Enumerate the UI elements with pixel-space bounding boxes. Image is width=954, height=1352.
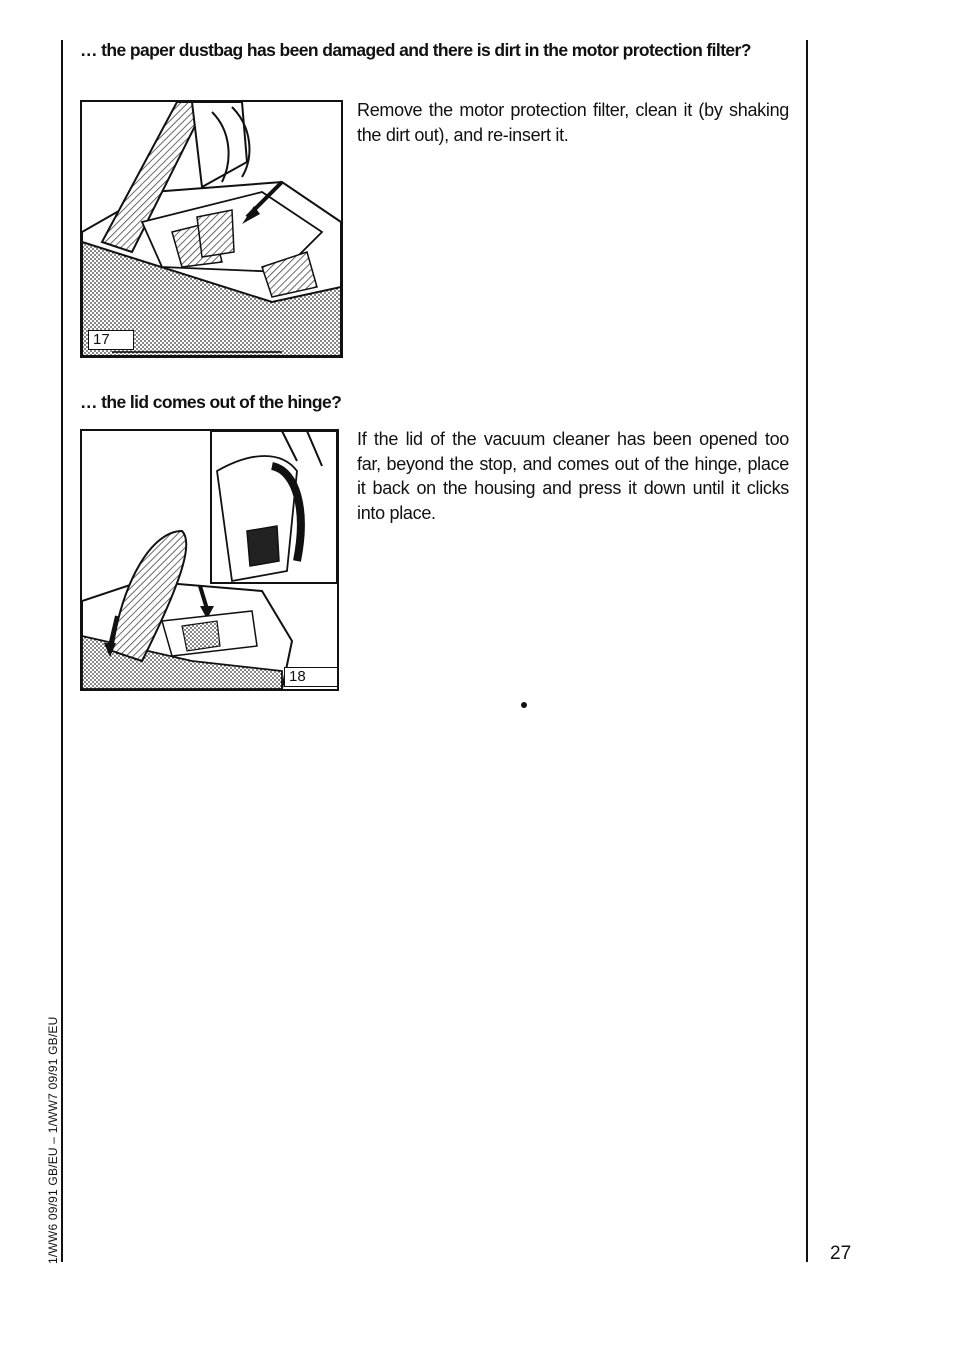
lid-hinge-drawing [82, 431, 337, 689]
figure-17-label: 17 [88, 330, 134, 350]
print-dot [521, 702, 527, 708]
section2-body: If the lid of the vacuum cleaner has been opened too far, beyond the stop, and comes out of the hinge, place it back on the housing and press it down until it clicks into place. [357, 429, 789, 523]
figure-17-motor-filter-illustration [80, 100, 343, 358]
motor-filter-drawing [82, 102, 341, 356]
right-margin-rule [806, 40, 808, 1262]
document-code-vertical: 1/WW6 09/91 GB/EU – 1/WW7 09/91 GB/EU [46, 1016, 60, 1264]
figure-18-label: 18 [284, 667, 338, 687]
section1-body: Remove the motor protection filter, clean it (by shaking the dirt out), and re-insert it. [357, 100, 789, 145]
figure-18-lid-hinge-illustration [80, 429, 339, 691]
section2-heading: … the lid comes out of the hinge? [80, 392, 342, 412]
left-margin-rule [61, 40, 63, 1262]
section1-heading: … the paper dustbag has been damaged and there is dirt in the motor protection filter? [80, 40, 751, 60]
page-number: 27 [830, 1243, 852, 1264]
